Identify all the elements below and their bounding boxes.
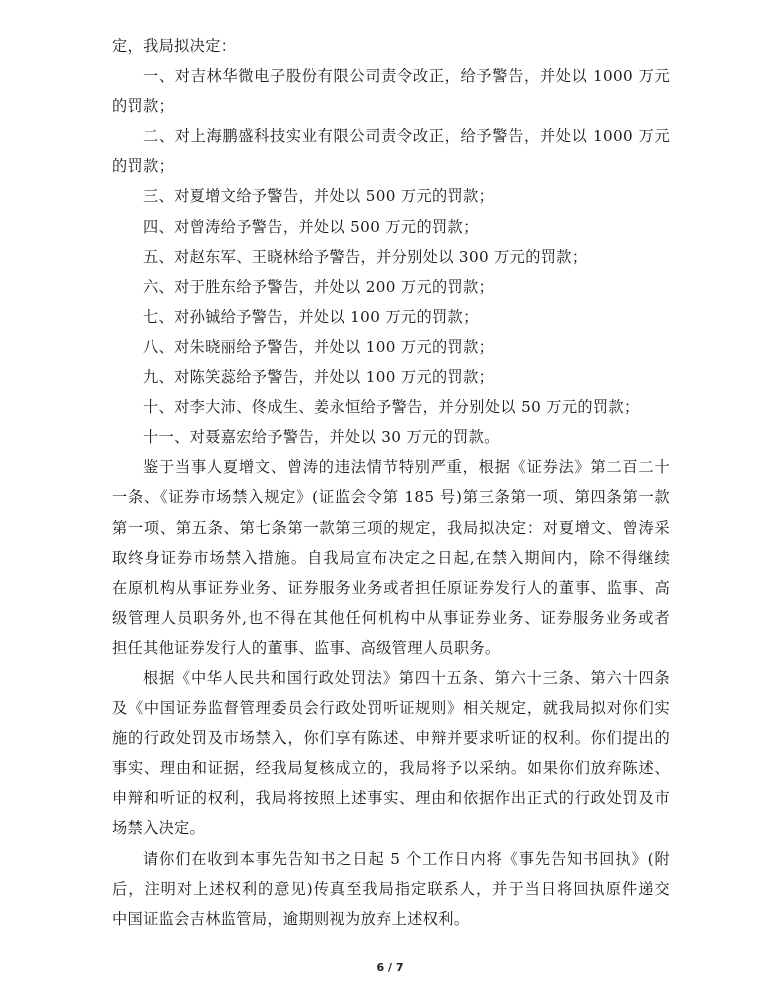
page-number: 6 / 7 (376, 961, 404, 974)
text-line: 的罚款； (112, 97, 175, 116)
text-line: 施的行政处罚及市场禁入，你们享有陈述、申辩并要求听证的权利。你们提出的 (112, 729, 670, 748)
text-line: 二、对上海鹏盛科技实业有限公司责令改正，给予警告，并处以 1000 万元 (143, 127, 670, 146)
text-line: 九、对陈笑蕊给予警告，并处以 100 万元的罚款； (143, 368, 495, 387)
text-line: 七、对孙铖给予警告，并处以 100 万元的罚款； (143, 307, 479, 326)
text-line: 三、对夏增文给予警告，并处以 500 万元的罚款； (143, 187, 495, 206)
text-line: 鉴于当事人夏增文、曾涛的违法情节特别严重，根据《证券法》第二百二十 (143, 458, 670, 477)
text-line: 第一项、第五条、第七条第一款第三项的规定，我局拟决定：对夏增文、曾涛采 (112, 518, 670, 537)
text-line: 五、对赵东军、王晓林给予警告，并分别处以 300 万元的罚款； (143, 247, 588, 266)
text-line: 取终身证券市场禁入措施。自我局宣布决定之日起,在禁入期间内，除不得继续 (112, 548, 670, 567)
text-line: 中国证监会吉林监管局，逾期则视为放弃上述权利。 (112, 909, 470, 928)
text-line: 根据《中华人民共和国行政处罚法》第四十五条、第六十三条、第六十四条 (143, 668, 670, 687)
text-line: 十一、对聂嘉宏给予警告，并处以 30 万元的罚款。 (143, 428, 500, 447)
text-line: 场禁入决定。 (112, 819, 206, 838)
text-line: 级管理人员职务外,也不得在其他任何机构中从事证券业务、证券服务业务或者 (112, 608, 670, 627)
text-line: 及《中国证券监督管理委员会行政处罚听证规则》相关规定，就我局拟对你们实 (112, 699, 670, 718)
text-line: 四、对曾涛给予警告，并处以 500 万元的罚款； (143, 217, 479, 236)
text-line: 后，注明对上述权利的意见)传真至我局指定联系人，并于当日将回执原件递交 (112, 879, 670, 898)
text-line: 八、对朱晓丽给予警告，并处以 100 万元的罚款； (143, 337, 495, 356)
text-line: 事实、理由和证据，经我局复核成立的，我局将予以采纳。如果你们放弃陈述、 (112, 759, 670, 778)
text-line: 六、对于胜东给予警告，并处以 200 万元的罚款； (143, 277, 495, 296)
text-line: 一条、《证券市场禁入规定》(证监会令第 185 号)第三条第一项、第四条第一款 (112, 488, 670, 507)
text-line: 在原机构从事证券业务、证券服务业务或者担任原证券发行人的董事、监事、高 (112, 578, 670, 597)
text-line: 申辩和听证的权利，我局将按照上述事实、理由和依据作出正式的行政处罚及市 (112, 789, 670, 808)
text-line: 担任其他证券发行人的董事、监事、高级管理人员职务。 (112, 638, 501, 657)
document-page (112, 31, 670, 934)
text-line: 十、对李大沛、佟成生、姜永恒给予警告，并分别处以 50 万元的罚款； (143, 398, 640, 417)
text-line: 定，我局拟决定： (112, 37, 237, 55)
text-line: 请你们在收到本事先告知书之日起 5 个工作日内将《事先告知书回执》(附 (143, 849, 670, 868)
text-line: 的罚款； (112, 157, 175, 176)
text-line: 一、对吉林华微电子股份有限公司责令改正，给予警告，并处以 1000 万元 (143, 67, 670, 86)
